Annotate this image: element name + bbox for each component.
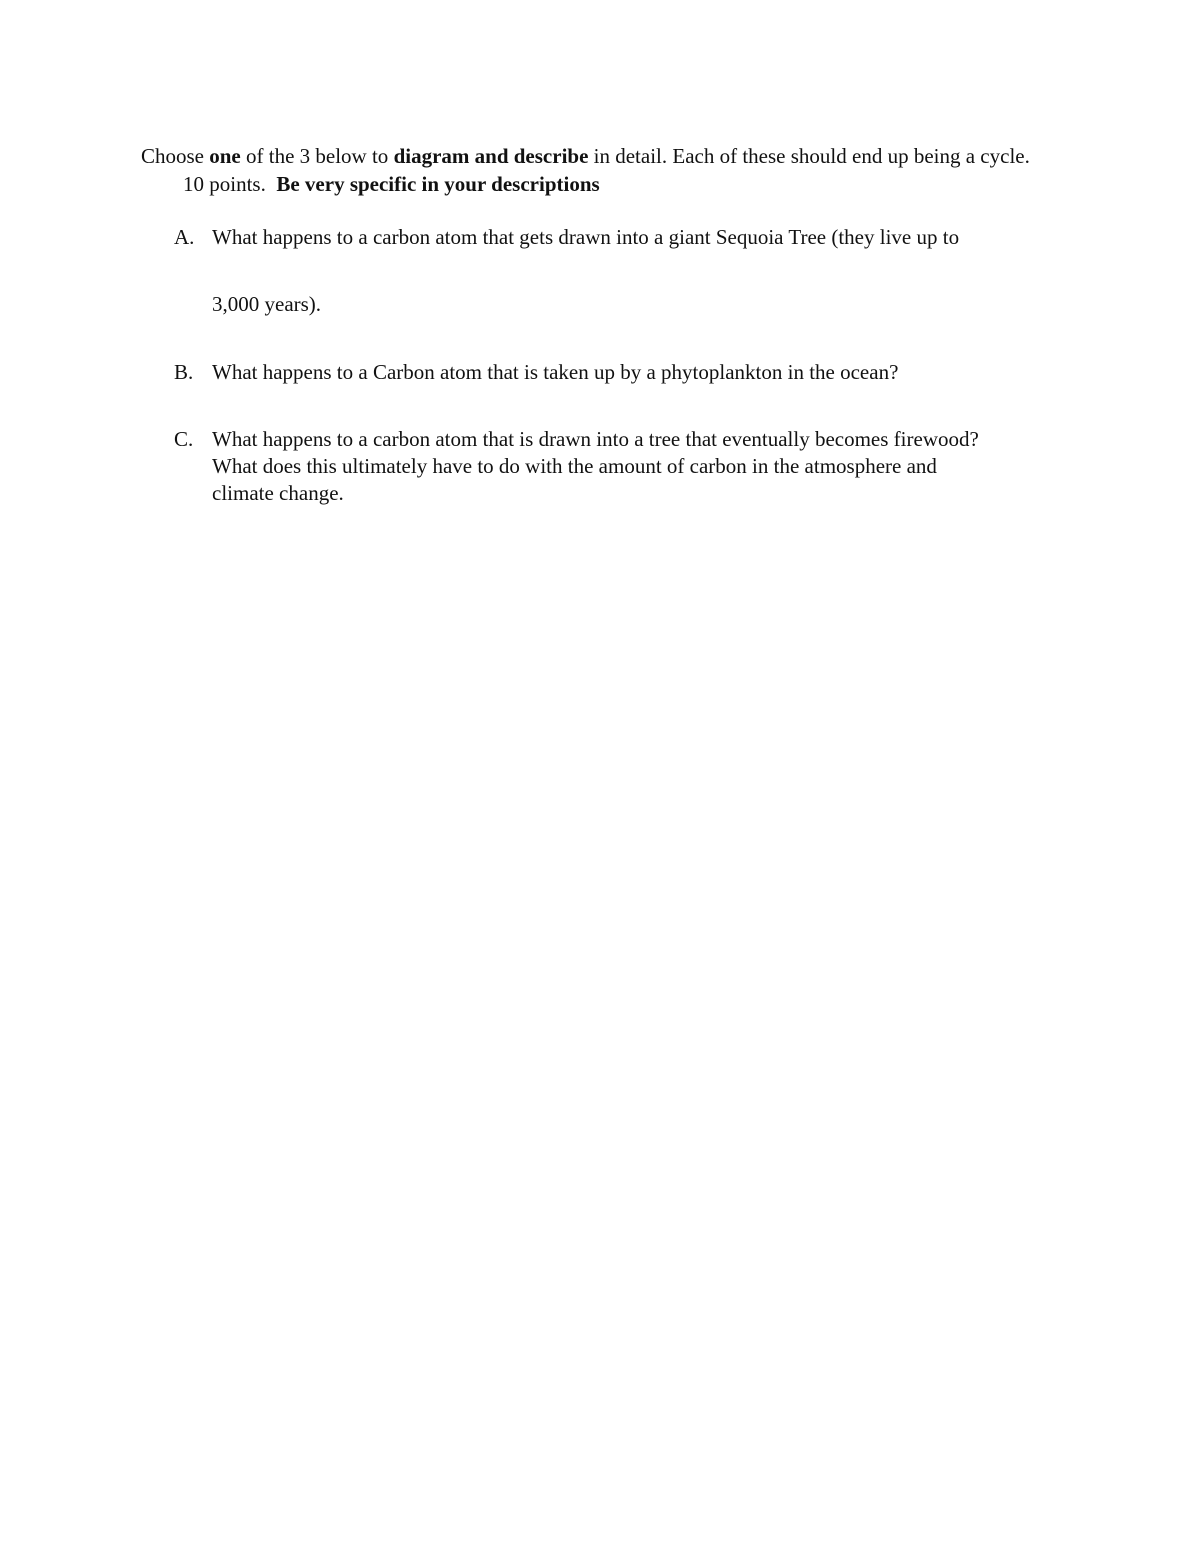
question-b [174, 359, 1074, 386]
question-letter: B. [174, 360, 194, 384]
question-text [212, 224, 1062, 318]
question-text: What happens to a carbon atom that is drawn into a tree that eventually becomes firewood? What does this ultimately have to do with the amount of carbon in the atmosphere and climate change. [212, 427, 979, 505]
question-c [174, 426, 1074, 507]
instructions-paragraph [141, 142, 1041, 198]
emphasis-diagram-describe: diagram and describe [393, 144, 589, 168]
question-letter: A. [174, 225, 195, 249]
points-text: 10 points. [183, 172, 266, 196]
question-text: What happens to a Carbon atom that is taken up by a phytoplankton in the ocean? [212, 360, 899, 384]
instructions-text: Choose [141, 144, 210, 168]
question-a [174, 224, 1074, 318]
instructions-text: in detail. Each of these should end up being a cycle. [588, 144, 1030, 168]
question-line: What happens to a carbon atom that gets drawn into a giant Sequoia Tree (they live up to [212, 225, 960, 249]
emphasis-one: one [209, 144, 241, 168]
question-line: 3,000 years). [212, 292, 322, 316]
question-letter: C. [174, 427, 194, 451]
emphasis-specific: Be very specific in your descriptions [276, 172, 600, 196]
instructions-text: of the 3 below to [240, 144, 394, 168]
